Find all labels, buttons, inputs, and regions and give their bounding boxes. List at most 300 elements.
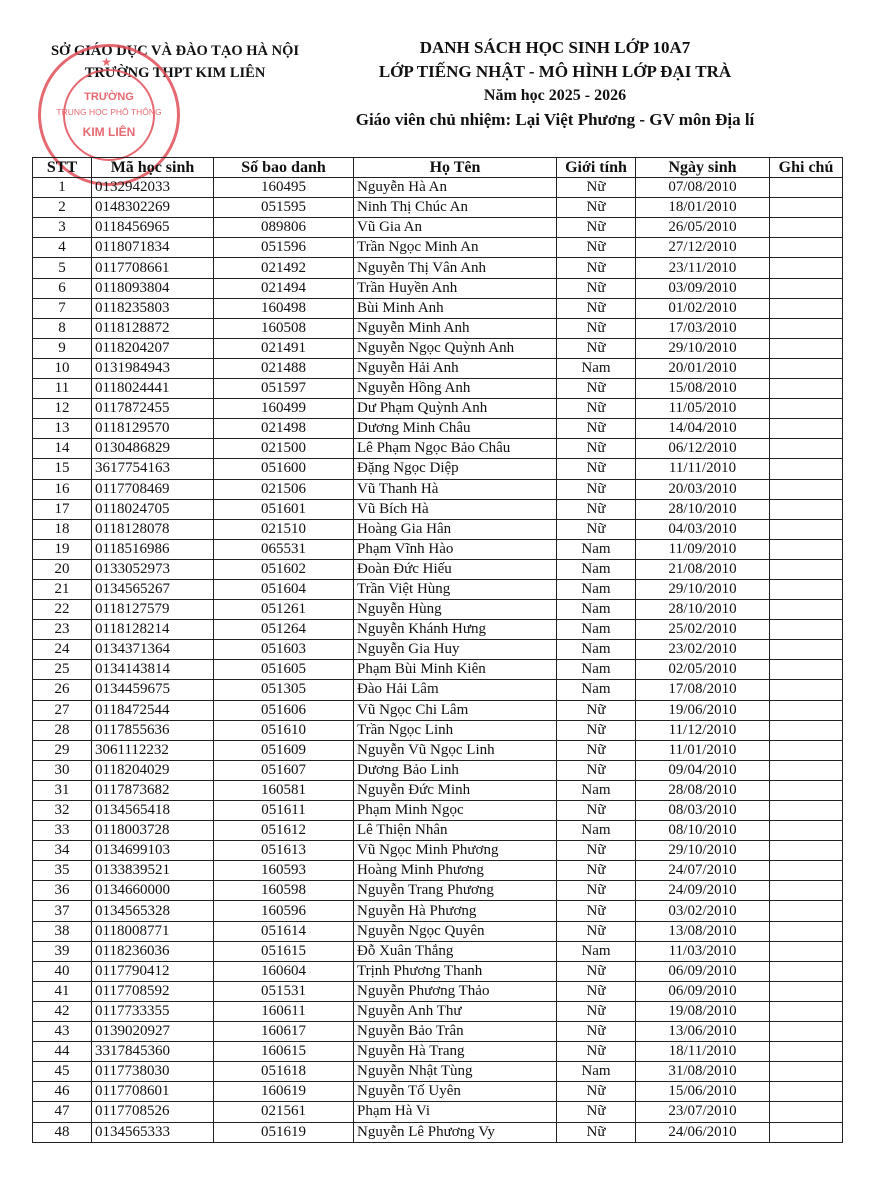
cell-birth-date: 29/10/2010 (636, 841, 770, 861)
cell-exam-number: 021500 (214, 439, 354, 459)
cell-gender: Nam (557, 1062, 636, 1082)
cell-student-id: 3617754163 (92, 459, 214, 479)
table-row (33, 178, 843, 198)
cell-full-name: Vũ Ngọc Minh Phương (354, 841, 557, 861)
cell-birth-date: 24/07/2010 (636, 861, 770, 881)
table-row (33, 1042, 843, 1062)
cell-full-name: Vũ Gia An (354, 218, 557, 238)
cell-full-name: Nguyễn Trang Phương (354, 881, 557, 901)
cell-gender: Nữ (557, 760, 636, 780)
cell-birth-date: 29/10/2010 (636, 579, 770, 599)
table-row (33, 881, 843, 901)
cell-birth-date: 18/11/2010 (636, 1042, 770, 1062)
cell-stt: 15 (33, 459, 92, 479)
cell-exam-number: 051602 (214, 559, 354, 579)
cell-student-id: 0117708526 (92, 1102, 214, 1122)
table-row (33, 981, 843, 1001)
cell-stt: 17 (33, 499, 92, 519)
column-header: Họ Tên (354, 158, 557, 178)
cell-gender: Nữ (557, 1102, 636, 1122)
cell-student-id: 0118129570 (92, 419, 214, 439)
cell-student-id: 0134565267 (92, 579, 214, 599)
cell-exam-number: 160615 (214, 1042, 354, 1062)
cell-birth-date: 24/09/2010 (636, 881, 770, 901)
table-row (33, 700, 843, 720)
cell-exam-number: 089806 (214, 218, 354, 238)
cell-full-name: Nguyễn Khánh Hưng (354, 620, 557, 640)
cell-note (770, 238, 843, 258)
cell-stt: 22 (33, 600, 92, 620)
cell-note (770, 1122, 843, 1142)
cell-stt: 19 (33, 539, 92, 559)
cell-full-name: Nguyễn Hồng Anh (354, 379, 557, 399)
cell-gender: Nữ (557, 419, 636, 439)
cell-exam-number: 021491 (214, 338, 354, 358)
cell-exam-number: 051611 (214, 801, 354, 821)
cell-stt: 26 (33, 680, 92, 700)
cell-birth-date: 08/10/2010 (636, 821, 770, 841)
cell-student-id: 0139020927 (92, 1022, 214, 1042)
cell-exam-number: 051618 (214, 1062, 354, 1082)
school-year: Năm học 2025 - 2026 (483, 87, 627, 104)
cell-gender: Nữ (557, 1042, 636, 1062)
cell-note (770, 1001, 843, 1021)
table-row (33, 439, 843, 459)
table-row (33, 238, 843, 258)
cell-stt: 10 (33, 358, 92, 378)
cell-birth-date: 23/02/2010 (636, 640, 770, 660)
cell-stt: 23 (33, 620, 92, 640)
cell-student-id: 0118472544 (92, 700, 214, 720)
cell-full-name: Nguyễn Minh Anh (354, 318, 557, 338)
column-header: Số bao danh (214, 158, 354, 178)
cell-stt: 8 (33, 318, 92, 338)
cell-note (770, 1062, 843, 1082)
cell-note (770, 379, 843, 399)
document-header (295, 36, 815, 132)
cell-note (770, 660, 843, 680)
cell-exam-number: 051605 (214, 660, 354, 680)
cell-birth-date: 11/11/2010 (636, 459, 770, 479)
cell-birth-date: 20/03/2010 (636, 479, 770, 499)
cell-student-id: 0117708661 (92, 258, 214, 278)
cell-note (770, 821, 843, 841)
table-row (33, 861, 843, 881)
cell-birth-date: 11/09/2010 (636, 539, 770, 559)
cell-note (770, 499, 843, 519)
table-row (33, 338, 843, 358)
cell-note (770, 780, 843, 800)
table-row (33, 218, 843, 238)
cell-note (770, 318, 843, 338)
cell-stt: 9 (33, 338, 92, 358)
cell-student-id: 0117855636 (92, 720, 214, 740)
cell-gender: Nữ (557, 981, 636, 1001)
cell-gender: Nữ (557, 318, 636, 338)
table-row (33, 821, 843, 841)
cell-gender: Nữ (557, 1082, 636, 1102)
cell-stt: 18 (33, 519, 92, 539)
cell-gender: Nữ (557, 338, 636, 358)
cell-note (770, 218, 843, 238)
cell-full-name: Nguyễn Bảo Trân (354, 1022, 557, 1042)
cell-birth-date: 04/03/2010 (636, 519, 770, 539)
cell-stt: 25 (33, 660, 92, 680)
table-row (33, 780, 843, 800)
cell-student-id: 0134565333 (92, 1122, 214, 1142)
cell-student-id: 0133839521 (92, 861, 214, 881)
cell-full-name: Dư Phạm Quỳnh Anh (354, 399, 557, 419)
cell-note (770, 961, 843, 981)
cell-exam-number: 051614 (214, 921, 354, 941)
cell-exam-number: 065531 (214, 539, 354, 559)
cell-student-id: 0117708601 (92, 1082, 214, 1102)
cell-stt: 2 (33, 198, 92, 218)
cell-stt: 16 (33, 479, 92, 499)
cell-exam-number: 051604 (214, 579, 354, 599)
cell-gender: Nữ (557, 801, 636, 821)
cell-stt: 12 (33, 399, 92, 419)
cell-stt: 31 (33, 780, 92, 800)
cell-full-name: Hoàng Minh Phương (354, 861, 557, 881)
cell-student-id: 0118128214 (92, 620, 214, 640)
cell-full-name: Nguyễn Hà Trang (354, 1042, 557, 1062)
cell-exam-number: 051615 (214, 941, 354, 961)
cell-exam-number: 051596 (214, 238, 354, 258)
cell-note (770, 1022, 843, 1042)
cell-stt: 33 (33, 821, 92, 841)
cell-note (770, 1102, 843, 1122)
cell-gender: Nữ (557, 961, 636, 981)
cell-exam-number: 051607 (214, 760, 354, 780)
cell-exam-number: 051531 (214, 981, 354, 1001)
cell-stt: 45 (33, 1062, 92, 1082)
table-row (33, 419, 843, 439)
cell-note (770, 459, 843, 479)
cell-exam-number: 160604 (214, 961, 354, 981)
table-row (33, 640, 843, 660)
cell-exam-number: 021494 (214, 278, 354, 298)
table-row (33, 760, 843, 780)
cell-exam-number: 160611 (214, 1001, 354, 1021)
table-row (33, 358, 843, 378)
cell-birth-date: 13/06/2010 (636, 1022, 770, 1042)
cell-full-name: Nguyễn Hà Phương (354, 901, 557, 921)
cell-full-name: Vũ Bích Hà (354, 499, 557, 519)
document-subtitle: LỚP TIẾNG NHẬT - MÔ HÌNH LỚP ĐẠI TRÀ (378, 62, 732, 81)
cell-note (770, 439, 843, 459)
table-row (33, 499, 843, 519)
table-row (33, 921, 843, 941)
cell-exam-number: 051603 (214, 640, 354, 660)
cell-stt: 1 (33, 178, 92, 198)
cell-gender: Nữ (557, 1022, 636, 1042)
cell-gender: Nữ (557, 740, 636, 760)
cell-gender: Nữ (557, 278, 636, 298)
column-header: Giới tính (557, 158, 636, 178)
cell-full-name: Đặng Ngọc Diệp (354, 459, 557, 479)
cell-birth-date: 28/10/2010 (636, 600, 770, 620)
cell-student-id: 0134660000 (92, 881, 214, 901)
cell-stt: 7 (33, 298, 92, 318)
cell-full-name: Nguyễn Ngọc Quyên (354, 921, 557, 941)
cell-full-name: Nguyễn Hà An (354, 178, 557, 198)
cell-stt: 41 (33, 981, 92, 1001)
cell-student-id: 0117873682 (92, 780, 214, 800)
cell-full-name: Trần Ngọc Linh (354, 720, 557, 740)
table-row (33, 479, 843, 499)
cell-gender: Nữ (557, 720, 636, 740)
cell-birth-date: 03/09/2010 (636, 278, 770, 298)
cell-birth-date: 19/06/2010 (636, 700, 770, 720)
cell-stt: 39 (33, 941, 92, 961)
school-name: TRƯỜNG THPT KIM LIÊN (84, 65, 266, 81)
cell-gender: Nam (557, 559, 636, 579)
cell-exam-number: 051595 (214, 198, 354, 218)
cell-exam-number: 051612 (214, 821, 354, 841)
cell-stt: 34 (33, 841, 92, 861)
cell-exam-number: 051613 (214, 841, 354, 861)
cell-exam-number: 051264 (214, 620, 354, 640)
table-row (33, 278, 843, 298)
document-title: DANH SÁCH HỌC SINH LỚP 10A7 (419, 38, 691, 57)
seal-word-type: TRUNG HỌC PHỔ THÔNG (56, 107, 162, 117)
cell-stt: 21 (33, 579, 92, 599)
cell-full-name: Dương Minh Châu (354, 419, 557, 439)
cell-full-name: Trần Huyền Anh (354, 278, 557, 298)
cell-note (770, 1042, 843, 1062)
cell-exam-number: 021506 (214, 479, 354, 499)
cell-student-id: 0118128078 (92, 519, 214, 539)
cell-stt: 24 (33, 640, 92, 660)
cell-exam-number: 051597 (214, 379, 354, 399)
cell-student-id: 0117708592 (92, 981, 214, 1001)
cell-stt: 29 (33, 740, 92, 760)
cell-note (770, 981, 843, 1001)
cell-student-id: 0134371364 (92, 640, 214, 660)
cell-full-name: Lê Thiện Nhân (354, 821, 557, 841)
cell-student-id: 3061112232 (92, 740, 214, 760)
cell-gender: Nam (557, 680, 636, 700)
cell-full-name: Nguyễn Gia Huy (354, 640, 557, 660)
cell-full-name: Phạm Bùi Minh Kiên (354, 660, 557, 680)
cell-exam-number: 051601 (214, 499, 354, 519)
cell-birth-date: 23/11/2010 (636, 258, 770, 278)
cell-exam-number: 160617 (214, 1022, 354, 1042)
cell-full-name: Đoàn Đức Hiếu (354, 559, 557, 579)
cell-note (770, 861, 843, 881)
cell-gender: Nam (557, 941, 636, 961)
cell-student-id: 0130486829 (92, 439, 214, 459)
cell-student-id: 0117790412 (92, 961, 214, 981)
cell-full-name: Nguyễn Tố Uyên (354, 1082, 557, 1102)
cell-birth-date: 14/04/2010 (636, 419, 770, 439)
cell-gender: Nữ (557, 519, 636, 539)
cell-stt: 20 (33, 559, 92, 579)
cell-note (770, 901, 843, 921)
cell-exam-number: 051619 (214, 1122, 354, 1142)
cell-birth-date: 15/06/2010 (636, 1082, 770, 1102)
cell-student-id: 0117872455 (92, 399, 214, 419)
cell-birth-date: 06/12/2010 (636, 439, 770, 459)
cell-exam-number: 021510 (214, 519, 354, 539)
cell-birth-date: 17/03/2010 (636, 318, 770, 338)
cell-note (770, 539, 843, 559)
cell-stt: 4 (33, 238, 92, 258)
cell-full-name: Nguyễn Thị Vân Anh (354, 258, 557, 278)
cell-note (770, 680, 843, 700)
cell-birth-date: 06/09/2010 (636, 981, 770, 1001)
cell-full-name: Dương Bảo Linh (354, 760, 557, 780)
cell-stt: 30 (33, 760, 92, 780)
table-row (33, 1102, 843, 1122)
cell-note (770, 278, 843, 298)
table-row (33, 740, 843, 760)
cell-full-name: Trần Ngọc Minh An (354, 238, 557, 258)
cell-full-name: Phạm Hà Vi (354, 1102, 557, 1122)
cell-gender: Nữ (557, 439, 636, 459)
cell-gender: Nam (557, 358, 636, 378)
cell-note (770, 198, 843, 218)
cell-gender: Nữ (557, 198, 636, 218)
cell-student-id: 0118204207 (92, 338, 214, 358)
cell-gender: Nam (557, 640, 636, 660)
column-header: Mã học sinh (92, 158, 214, 178)
table-row (33, 660, 843, 680)
cell-full-name: Nguyễn Phương Thảo (354, 981, 557, 1001)
table-row (33, 1022, 843, 1042)
column-header: Ghi chú (770, 158, 843, 178)
cell-birth-date: 29/10/2010 (636, 338, 770, 358)
cell-student-id: 0118071834 (92, 238, 214, 258)
cell-birth-date: 15/08/2010 (636, 379, 770, 399)
cell-exam-number: 021492 (214, 258, 354, 278)
table-row (33, 318, 843, 338)
table-row (33, 379, 843, 399)
table-row (33, 961, 843, 981)
cell-stt: 48 (33, 1122, 92, 1142)
cell-full-name: Nguyễn Hải Anh (354, 358, 557, 378)
cell-student-id: 0134565418 (92, 801, 214, 821)
cell-gender: Nam (557, 600, 636, 620)
cell-stt: 27 (33, 700, 92, 720)
table-row (33, 539, 843, 559)
cell-birth-date: 11/12/2010 (636, 720, 770, 740)
cell-stt: 47 (33, 1102, 92, 1122)
cell-note (770, 760, 843, 780)
student-roster-table (32, 157, 843, 1143)
cell-exam-number: 051600 (214, 459, 354, 479)
cell-gender: Nữ (557, 298, 636, 318)
cell-note (770, 399, 843, 419)
cell-note (770, 258, 843, 278)
cell-note (770, 881, 843, 901)
cell-birth-date: 21/08/2010 (636, 559, 770, 579)
cell-student-id: 0118456965 (92, 218, 214, 238)
cell-exam-number: 160581 (214, 780, 354, 800)
cell-full-name: Nguyễn Đức Minh (354, 780, 557, 800)
cell-stt: 40 (33, 961, 92, 981)
cell-student-id: 0132942033 (92, 178, 214, 198)
cell-gender: Nữ (557, 379, 636, 399)
cell-birth-date: 13/08/2010 (636, 921, 770, 941)
table-row (33, 298, 843, 318)
table-row (33, 519, 843, 539)
cell-gender: Nữ (557, 218, 636, 238)
cell-stt: 14 (33, 439, 92, 459)
cell-birth-date: 25/02/2010 (636, 620, 770, 640)
table-row (33, 198, 843, 218)
cell-note (770, 579, 843, 599)
cell-gender: Nữ (557, 1001, 636, 1021)
cell-note (770, 841, 843, 861)
cell-student-id: 0118128872 (92, 318, 214, 338)
column-header: STT (33, 158, 92, 178)
seal-word-school: TRƯỜNG (84, 91, 134, 103)
table-row (33, 620, 843, 640)
seal-word-name: KIM LIÊN (82, 125, 136, 139)
cell-birth-date: 27/12/2010 (636, 238, 770, 258)
cell-student-id: 0131984943 (92, 358, 214, 378)
cell-student-id: 0118236036 (92, 941, 214, 961)
cell-note (770, 640, 843, 660)
cell-gender: Nam (557, 579, 636, 599)
table-body (33, 178, 843, 1143)
cell-stt: 37 (33, 901, 92, 921)
cell-birth-date: 28/10/2010 (636, 499, 770, 519)
cell-student-id: 0118235803 (92, 298, 214, 318)
table-row (33, 801, 843, 821)
cell-note (770, 298, 843, 318)
cell-note (770, 519, 843, 539)
table-row (33, 1062, 843, 1082)
cell-note (770, 941, 843, 961)
cell-birth-date: 31/08/2010 (636, 1062, 770, 1082)
cell-note (770, 358, 843, 378)
cell-birth-date: 08/03/2010 (636, 801, 770, 821)
cell-note (770, 620, 843, 640)
cell-birth-date: 20/01/2010 (636, 358, 770, 378)
cell-stt: 13 (33, 419, 92, 439)
cell-birth-date: 26/05/2010 (636, 218, 770, 238)
star-icon: ★ (101, 55, 112, 69)
cell-student-id: 0118003728 (92, 821, 214, 841)
cell-birth-date: 17/08/2010 (636, 680, 770, 700)
cell-student-id: 0118093804 (92, 278, 214, 298)
cell-birth-date: 24/06/2010 (636, 1122, 770, 1142)
cell-exam-number: 160619 (214, 1082, 354, 1102)
cell-birth-date: 19/08/2010 (636, 1001, 770, 1021)
cell-birth-date: 06/09/2010 (636, 961, 770, 981)
cell-exam-number: 160508 (214, 318, 354, 338)
cell-gender: Nữ (557, 479, 636, 499)
cell-gender: Nam (557, 780, 636, 800)
cell-full-name: Trần Việt Hùng (354, 579, 557, 599)
cell-exam-number: 160498 (214, 298, 354, 318)
cell-gender: Nữ (557, 861, 636, 881)
cell-note (770, 600, 843, 620)
table-row (33, 1082, 843, 1102)
cell-stt: 43 (33, 1022, 92, 1042)
table-row (33, 720, 843, 740)
cell-note (770, 559, 843, 579)
column-header: Ngày sinh (636, 158, 770, 178)
cell-stt: 11 (33, 379, 92, 399)
cell-gender: Nữ (557, 881, 636, 901)
cell-note (770, 740, 843, 760)
cell-stt: 32 (33, 801, 92, 821)
cell-exam-number: 160596 (214, 901, 354, 921)
